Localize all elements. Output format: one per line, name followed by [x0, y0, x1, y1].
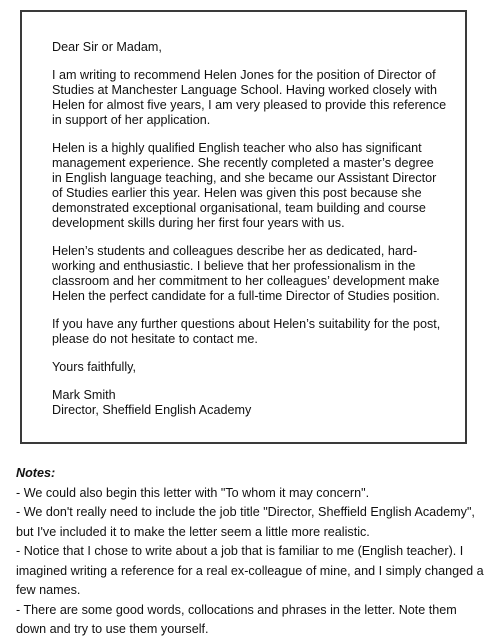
letter-paragraph-2: Helen is a highly qualified English teacher who also has significant management experience. She recently completed a master’s degree in English language teaching, and she became our Assistant Director of Studies earlier this year. Helen was given this post because she demonstrated exceptional organisational, team building and course development skills during her first four years with us.	[52, 141, 437, 230]
note-item: - There are some good words, collocations and phrases in the letter. Note them down and try to use them yourself.	[16, 602, 457, 636]
letter-box	[20, 10, 467, 444]
letter-salutation: Dear Sir or Madam,	[52, 40, 162, 54]
letter-closing: Yours faithfully,	[52, 360, 137, 374]
letter-paragraph-4: If you have any further questions about Helen’s suitability for the post, please do not hesitate to contact me.	[52, 317, 441, 346]
note-item: - We could also begin this letter with "To whom it may concern".	[16, 485, 370, 500]
letter-paragraph-3: Helen’s students and colleagues describe her as dedicated, hard-working and enthusiastic. I believe that her professionalism in the classroom and her commitment to her colleagues’ development make Helen the perfect candidate for a full-time Director of Studies position.	[52, 244, 440, 303]
letter-paragraph-1: I am writing to recommend Helen Jones for the position of Director of Studies at Manchester Language School. Having worked closely with Helen for almost five years, I am very pleased to provide this reference in support of her application.	[52, 68, 447, 127]
letter-signature	[52, 388, 447, 418]
notes-section	[16, 464, 490, 640]
notes-title: Notes:	[16, 466, 56, 480]
letter-body	[52, 40, 447, 431]
note-item: - We don't really need to include the job title "Director, Sheffield English Academy", but I've included it to make the letter seem a little more realistic.	[16, 505, 475, 539]
note-item: - Notice that I chose to write about a job that is familiar to me (English teacher). I imagined writing a reference for a real ex-colleague of mine, and I simply changed a few names.	[16, 544, 484, 597]
signature-name: Mark Smith	[52, 388, 116, 402]
signature-title: Director, Sheffield English Academy	[52, 403, 252, 417]
